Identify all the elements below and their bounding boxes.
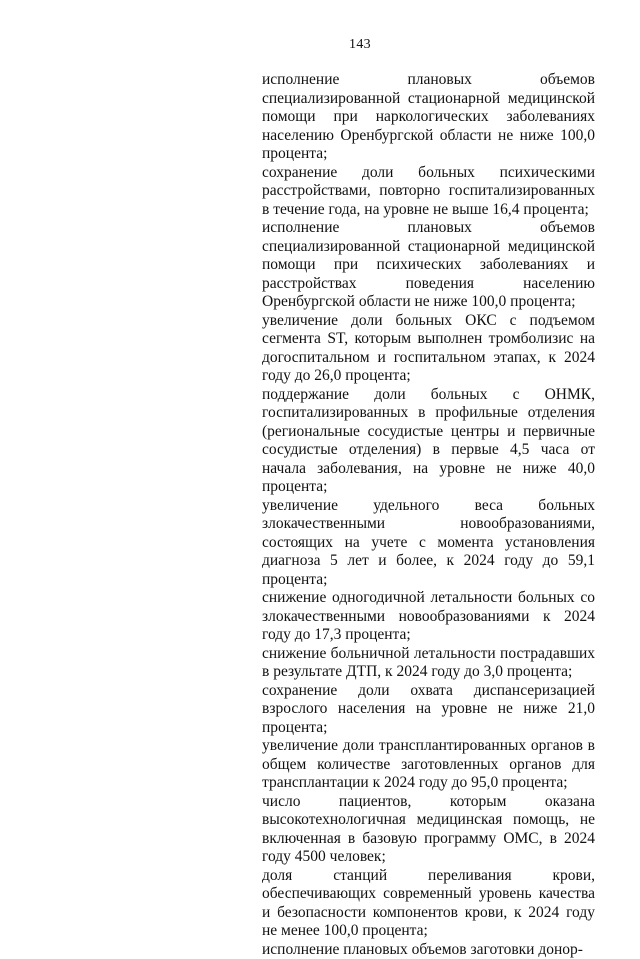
paragraph: исполнение плановых объемов специализированной стационарной медицинской помощи при психических заболеваниях и расстройствах поведения населению Оренбургской области не ниже 100,0 процента; <box>262 219 595 312</box>
paragraph: увеличение удельного веса больных злокачественными новообразованиями, состоящих на учете с момента установления диагноза 5 лет и более, к 2024 году до 59,1 процента; <box>262 497 595 590</box>
paragraph: доля станций переливания крови, обеспечивающих современный уровень качества и безопасности компонентов крови, к 2024 году не менее 100,0 процента; <box>262 867 595 941</box>
paragraph: исполнение плановых объемов заготовки донор- <box>262 941 595 959</box>
paragraph: увеличение доли трансплантированных органов в общем количестве заготовленных органов для трансплантации к 2024 году до 95,0 процента; <box>262 737 595 793</box>
paragraph: снижение больничной летальности пострадавших в результате ДТП, к 2024 году до 3,0 процента; <box>262 645 595 682</box>
page-number: 143 <box>0 37 640 53</box>
paragraph: число пациентов, которым оказана высокотехнологичная медицинская помощь, не включенная в базовую программу ОМС, в 2024 году 4500 человек; <box>262 793 595 867</box>
paragraph: сохранение доли охвата диспансеризацией взрослого населения на уровне не ниже 21,0 процента; <box>262 682 595 738</box>
paragraph: снижение одногодичной летальности больных со злокачественными новообразованиями к 2024 году до 17,3 процента; <box>262 589 595 645</box>
paragraph: поддержание доли больных с ОНМК, госпитализированных в профильные отделения (региональные сосудистые центры и первичные сосудистые отделения) в первые 4,5 часа от начала заболевания, на уровне не ниже 40,0 процента; <box>262 386 595 497</box>
paragraph: увеличение доли больных ОКС с подъемом сегмента ST, которым выполнен тромболизис на догоспитальном и госпитальном этапах, к 2024 году до 26,0 процента; <box>262 312 595 386</box>
paragraph: сохранение доли больных психическими расстройствами, повторно госпитализированных в течение года, на уровне не выше 16,4 процента; <box>262 164 595 220</box>
document-body <box>262 71 595 959</box>
paragraph: исполнение плановых объемов специализированной стационарной медицинской помощи при наркологических заболеваниях населению Оренбургской области не ниже 100,0 процента; <box>262 71 595 164</box>
